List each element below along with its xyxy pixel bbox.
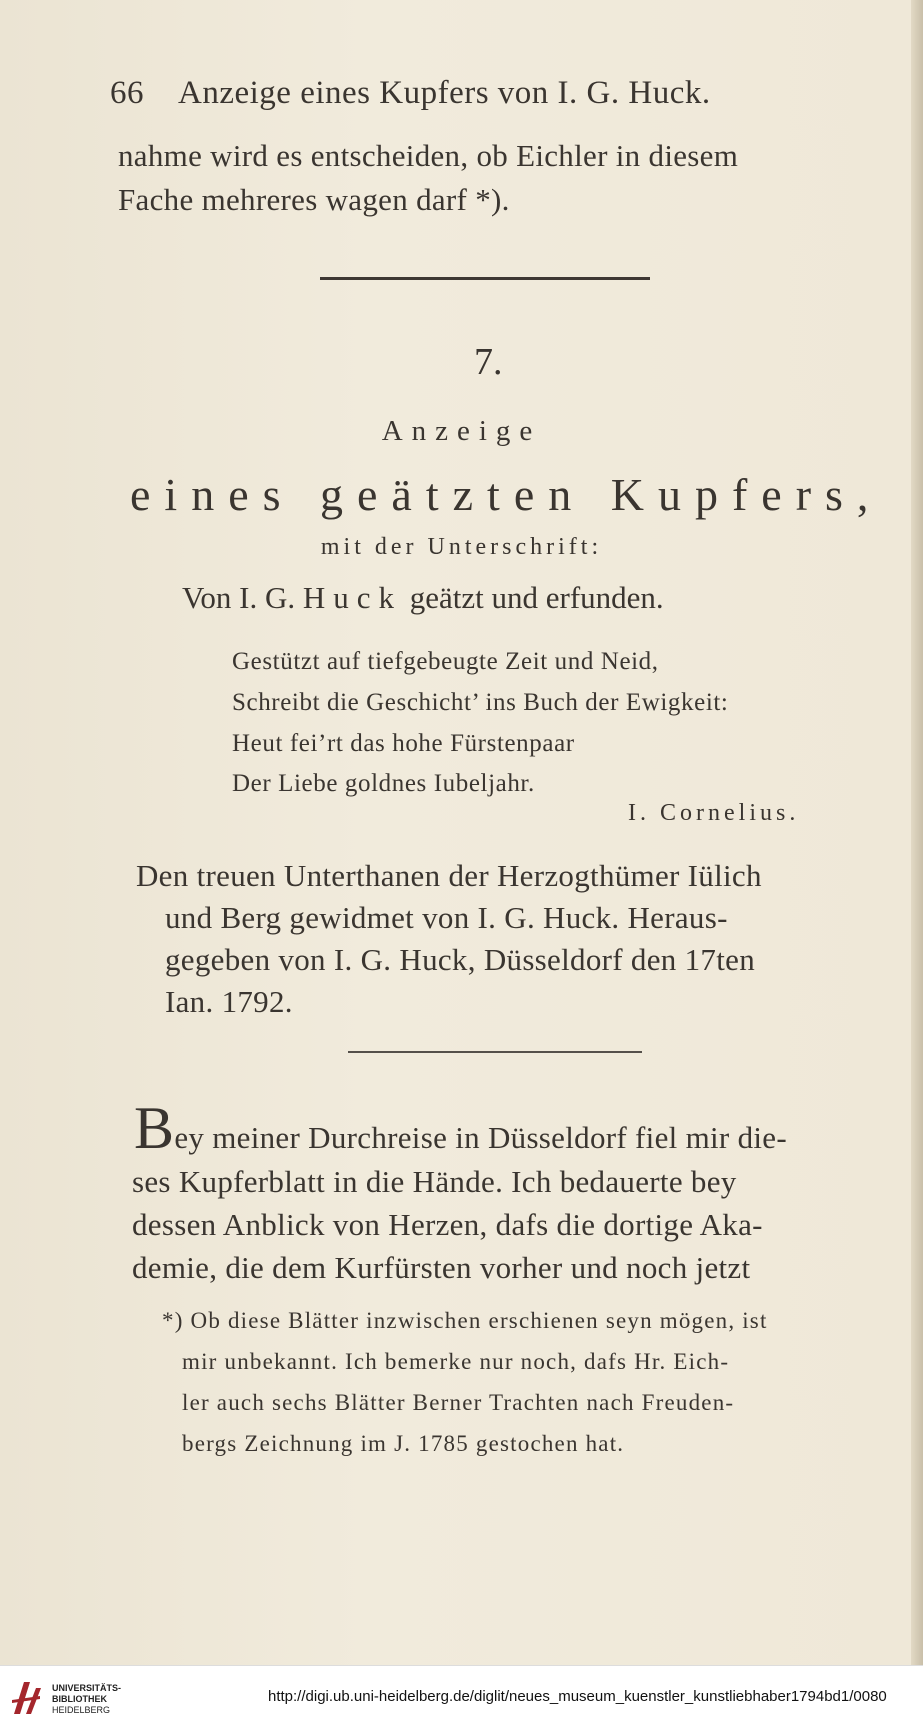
footnote-line-1: *) Ob diese Blätter inzwischen erschienen seyn mögen, ist [162, 1308, 768, 1333]
running-title: Anzeige eines Kupfers von I. G. Huck. [178, 75, 711, 111]
main-line-1-text: ey meiner Durchreise in Düsseldorf fiel mir die- [174, 1120, 787, 1155]
dedication-line-4: Ian. 1792. [165, 984, 293, 1019]
viewer-footer [0, 1665, 923, 1733]
footnote-line-3: ler auch sechs Blätter Berner Trachten nach Freuden- [182, 1390, 735, 1415]
footnote-line-2: mir unbekannt. Ich bemerke nur noch, dafs Hr. Eich- [182, 1349, 730, 1374]
poem-line-3: Heut fei’rt das hohe Fürstenpaar [232, 730, 575, 757]
poem-line-4: Der Liebe goldnes Iubeljahr. [232, 770, 535, 797]
permalink-url[interactable]: http://digi.ub.uni-heidelberg.de/diglit/neues_museum_kuenstler_kunstliebhaber1794bd1/0080 [268, 1688, 887, 1705]
page-number: 66 [110, 75, 144, 111]
page-edge [911, 0, 923, 1665]
section-title-line-1: Anzeige [381, 415, 542, 447]
intro-line-2: Fache mehreres wagen darf *). [118, 182, 510, 217]
section-title-line-2: eines geätzten Kupfers, [130, 469, 883, 520]
title-part-c: geätzt und erfunden. [409, 580, 664, 615]
poem-line-2: Schreibt die Geschicht’ ins Buch der Ewigkeit: [232, 689, 729, 716]
drop-cap: B [134, 1095, 175, 1161]
paragraph-divider [348, 1051, 642, 1053]
logo-line-3: HEIDELBERG [52, 1705, 111, 1715]
main-line-2: ses Kupferblatt in die Hände. Ich bedauerte bey [132, 1164, 737, 1199]
main-line-4: demie, die dem Kurfürsten vorher und noch jetzt [132, 1250, 751, 1285]
library-logo-text [52, 1683, 121, 1716]
title-part-a: Von I. G. [182, 580, 296, 615]
dedication-line-1: Den treuen Unterthanen der Herzogthümer Iülich [136, 858, 762, 893]
section-title-line-3: mit der Unterschrift: [320, 534, 603, 560]
main-line-1 [134, 1095, 787, 1161]
section-number: 7. [474, 341, 503, 383]
section-divider [320, 277, 650, 280]
logo-line-2: BIBLIOTHEK [52, 1694, 107, 1704]
dedication-line-2: und Berg gewidmet von I. G. Huck. Heraus- [165, 900, 728, 935]
main-line-3: dessen Anblick von Herzen, dafs die dortige Aka- [132, 1207, 763, 1242]
library-logo-icon[interactable] [10, 1678, 44, 1718]
poem-line-1: Gestützt auf tiefgebeugte Zeit und Neid, [232, 648, 659, 675]
poem-signature: I. Cornelius. [628, 800, 800, 826]
dedication-line-3: gegeben von I. G. Huck, Düsseldorf den 17ten [165, 942, 755, 977]
logo-line-1: UNIVERSITÄTS- [52, 1683, 122, 1693]
section-title-line-4 [182, 580, 664, 616]
footnote-line-4: bergs Zeichnung im J. 1785 gestochen hat. [182, 1431, 625, 1456]
title-part-huck: Huck [302, 580, 403, 615]
intro-line-1: nahme wird es entscheiden, ob Eichler in diesem [118, 138, 739, 173]
running-header [110, 75, 711, 112]
